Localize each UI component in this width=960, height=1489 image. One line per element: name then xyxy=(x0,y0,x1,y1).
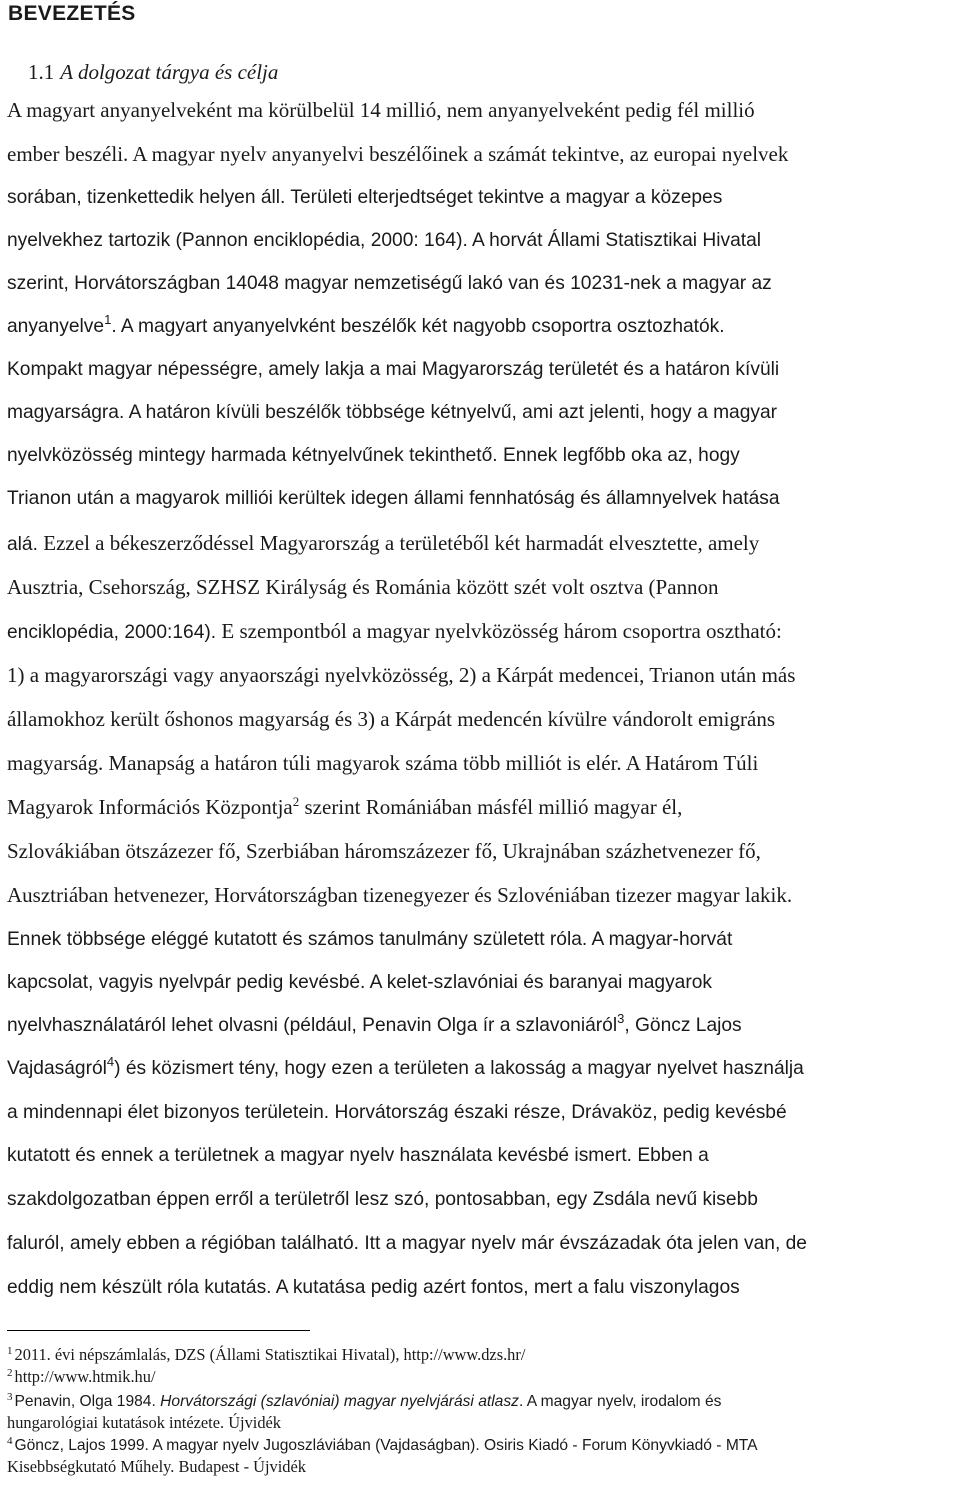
text-line: kutatott és ennek a területnek a magyar nyelv használata kevésbé ismert. Ebben a xyxy=(7,1145,709,1166)
text-line: alá. Ezzel a békeszerződéssel Magyarország a területéből két harmadát elvesztette, amely xyxy=(7,531,760,555)
footnote-3: $^3$ Penavin, Olga 1984. Horvátországi (szlavóniai) magyar nyelvjárási atlasz. A magyar nyelv, irodalom és xyxy=(7,1391,722,1410)
footnote-ref: 2 xyxy=(292,794,300,809)
text-line: Ausztria, Csehország, SZHSZ Királyság és Románia között szét volt osztva (Pannon xyxy=(7,575,719,599)
text-line: nyelvközösség mintegy harmada kétnyelvűnek tekinthető. Ennek legfőbb oka az, hogy xyxy=(7,445,740,466)
text-line: kapcsolat, vagyis nyelvpár pedig kevésbé. A kelet-szlavóniai és baranyai magyarok xyxy=(7,972,712,993)
text-line: A magyart anyanyelveként ma körülbelül 14 millió, nem anyanyelveként pedig fél millió xyxy=(7,98,755,122)
text-line: 1) a magyarországi vagy anyaországi nyelvközösség, 2) a Kárpát medencei, Trianon után más xyxy=(7,663,796,687)
text-line: Szlovákiában ötszázezer fő, Szerbiában háromszázezer fő, Ukrajnában százhetvenezer fő, xyxy=(7,839,761,863)
footnote-ref: 1 xyxy=(104,312,112,327)
footnote-1: $^1$ 2011. évi népszámlalás, DZS (Állami Statisztikai Hivatal), http://www.dzs.hr/ xyxy=(7,1345,526,1364)
footnote-4: $^4$ Göncz, Lajos 1999. A magyar nyelv Jugoszláviában (Vajdaságban). Osiris Kiadó - Forum Könyvkiadó - MTA xyxy=(7,1435,758,1454)
text-line: magyarságra. A határon kívüli beszélők többsége kétnyelvű, ami azt jelenti, hogy a magyar xyxy=(7,402,778,423)
text-line: nyelvekhez tartozik (Pannon enciklopédia, 2000: 164). A horvát Állami Statisztikai Hivatal xyxy=(7,230,762,251)
footnote-ref: 4 xyxy=(106,1054,115,1069)
footnote-separator xyxy=(7,1330,310,1331)
text-line: magyarság. Manapság a határon túli magyarok száma több milliót is elér. A Határom Túli xyxy=(7,751,759,775)
text-line: szakdolgozatban éppen erről a területről lesz szó, pontosabban, egy Zsdála nevű kisebb xyxy=(7,1189,758,1210)
text-line: sorában, tizenkettedik helyen áll. Területi elterjedtséget tekintve a magyar a közepes xyxy=(7,187,723,208)
section-number: 1.1 xyxy=(28,60,55,84)
section-heading xyxy=(28,60,278,85)
footnote-4-continued: Kisebbségkutató Műhely. Budapest - Újvidék xyxy=(7,1457,306,1476)
text-line: enciklopédia, 2000:164). E szempontból a magyar nyelvközösség három csoportra osztható: xyxy=(7,619,782,643)
footnote-3-continued: hungarológiai kutatások intézete. Újvidék xyxy=(7,1413,282,1432)
text-line: Magyarok Információs Központja$^2$ szerint Romániában másfél millió magyar él, xyxy=(7,794,683,819)
text-line: anyanyelve$^1$. A magyart anyanyelvként beszélők két nagyobb csoportra osztozhatók. xyxy=(7,312,725,337)
text-line: szerint, Horvátországban 14048 magyar nemzetiségű lakó van és 10231-nek a magyar az xyxy=(7,273,772,294)
text-line: ember beszéli. A magyar nyelv anyanyelvi beszélőinek a számát tekintve, az europai nyelvek xyxy=(7,142,789,166)
text-line: Vajdaságról$^4$) és közismert tény, hogy ezen a területen a lakosság a magyar nyelvet használja xyxy=(7,1054,804,1079)
text-line: Ennek többsége eléggé kutatott és számos tanulmány született róla. A magyar-horvát xyxy=(7,929,733,950)
text-line: Kompakt magyar népességre, amely lakja a mai Magyarország területét és a határon kívüli xyxy=(7,359,780,380)
text-line: Trianon után a magyarok milliói kerültek idegen állami fennhatóság és államnyelvek hatása xyxy=(7,488,780,509)
text-line: a mindennapi élet bizonyos területein. Horvátország északi része, Drávaköz, pedig kevésbé xyxy=(7,1102,787,1123)
text-line: nyelvhasználatáról lehet olvasni (például, Penavin Olga ír a szlavoniáról$^3$, Göncz Lajos xyxy=(7,1011,742,1036)
text-line: államokhoz került őshonos magyarság és 3) a Kárpát medencén kívülre vándorolt emigráns xyxy=(7,707,776,731)
text-line: Ausztriában hetvenezer, Horvátországban tizenegyezer és Szlovéniában tizezer magyar lakik. xyxy=(7,883,793,907)
text-line: faluról, amely ebben a régióban található. Itt a magyar nyelv már évszázadak óta jelen van, de xyxy=(7,1233,807,1254)
section-title: A dolgozat tárgya és célja xyxy=(60,60,279,84)
text-line: eddig nem készült róla kutatás. A kutatása pedig azért fontos, mert a falu viszonylagos xyxy=(7,1277,740,1298)
footnote-2: $^2$ http://www.htmik.hu/ xyxy=(7,1367,156,1386)
chapter-heading: BEVEZETÉS xyxy=(8,2,136,25)
footnote-ref: 3 xyxy=(617,1011,625,1026)
